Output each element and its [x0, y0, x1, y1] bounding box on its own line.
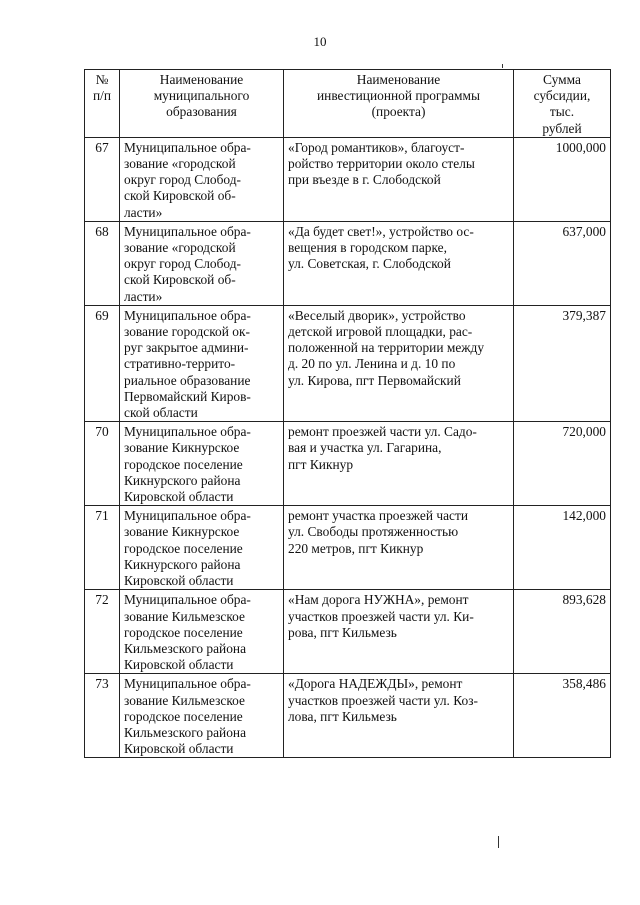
table-row [85, 674, 611, 758]
table-row [85, 422, 611, 506]
header-amount [514, 70, 611, 138]
row-program [284, 590, 514, 674]
table-row [85, 137, 611, 221]
row-municipality [120, 422, 284, 506]
row-municipality-text: Муниципальное обра- зование «городской округ город Слобод- ской Кировской об- ласти» [124, 223, 251, 304]
header-amount-text: Сумма субсидии, тыс. рублей [533, 72, 591, 136]
row-number-text: 73 [95, 676, 109, 692]
row-municipality-text: Муниципальное обра- зование «городской округ город Слобод- ской Кировской об- ласти» [124, 139, 251, 220]
row-program-text: «Город романтиков», благоуст- ройство территории около стелы при въезде в г. Слободской [288, 139, 475, 188]
row-program [284, 221, 514, 305]
header-program [284, 70, 514, 138]
row-amount [514, 221, 611, 305]
table-row [85, 506, 611, 590]
row-municipality [120, 305, 284, 421]
row-municipality-text: Муниципальное обра- зование Кикнурское городское поселение Кикнурского района Кировской области [124, 508, 251, 589]
row-municipality [120, 137, 284, 221]
row-amount-text: 379,387 [562, 307, 606, 323]
row-number-text: 69 [95, 307, 109, 323]
row-amount [514, 305, 611, 421]
row-number [85, 422, 120, 506]
row-municipality [120, 590, 284, 674]
row-number [85, 221, 120, 305]
row-municipality-text: Муниципальное обра- зование Кикнурское городское поселение Кикнурского района Кировской области [124, 424, 251, 505]
row-amount [514, 422, 611, 506]
row-number [85, 137, 120, 221]
row-amount [514, 590, 611, 674]
scan-artifact-mark [498, 836, 499, 848]
row-program-text: «Да будет свет!», устройство ос- вещения в городском парке, ул. Советская, г. Слободской [288, 223, 474, 272]
row-amount [514, 506, 611, 590]
row-amount-text: 720,000 [562, 424, 606, 440]
row-program [284, 137, 514, 221]
row-amount-text: 637,000 [562, 223, 606, 239]
row-municipality-text: Муниципальное обра- зование Кильмезское городское поселение Кильмезского района Кировской области [124, 592, 251, 673]
header-municipality-text: Наименование муниципального образования [153, 72, 250, 120]
row-program-text: «Нам дорога НУЖНА», ремонт участков проезжей части ул. Ки- рова, пгт Кильмезь [288, 592, 474, 640]
row-number-text: 72 [95, 592, 109, 608]
row-program [284, 674, 514, 758]
row-number [85, 305, 120, 421]
row-program-text: ремонт проезжей части ул. Садо- вая и участка ул. Гагарина, пгт Кикнур [288, 424, 477, 472]
row-number-text: 68 [95, 223, 109, 239]
row-amount-text: 893,628 [562, 592, 606, 608]
row-municipality [120, 506, 284, 590]
table-header-row [85, 70, 611, 138]
table-row [85, 221, 611, 305]
page-number: 10 [313, 34, 327, 49]
row-number [85, 506, 120, 590]
row-number-text: 71 [95, 508, 109, 524]
row-municipality [120, 221, 284, 305]
row-program-text: «Веселый дворик», устройство детской игровой площадки, рас- положенной на территории между д. 20 по ул. Ленина и д. 10 по ул. Кирова, пгт Первомайский [288, 307, 485, 388]
header-municipality [120, 70, 284, 138]
row-amount-text: 1000,000 [555, 139, 606, 155]
row-municipality-text: Муниципальное обра- зование городской ок- руг закрытое админи- стративно-террито- риальное образование Первомайский Киров- ской области [124, 307, 251, 421]
row-number [85, 590, 120, 674]
row-municipality-text: Муниципальное обра- зование Кильмезское городское поселение Кильмезского района Кировской области [124, 676, 251, 757]
table-row [85, 590, 611, 674]
header-program-text: Наименование инвестиционной программы (проекта) [316, 72, 480, 120]
row-amount-text: 358,486 [562, 676, 606, 692]
row-amount [514, 674, 611, 758]
row-program [284, 305, 514, 421]
row-program [284, 506, 514, 590]
row-number-text: 70 [95, 424, 109, 440]
row-program [284, 422, 514, 506]
row-amount-text: 142,000 [562, 508, 606, 524]
header-number [85, 70, 120, 138]
row-amount [514, 137, 611, 221]
header-number-text: № п/п [92, 72, 112, 104]
subsidy-table [84, 69, 611, 758]
row-municipality [120, 674, 284, 758]
row-number [85, 674, 120, 758]
row-program-text: «Дорога НАДЕЖДЫ», ремонт участков проезжей части ул. Коз- лова, пгт Кильмезь [288, 676, 478, 724]
scan-artifact-mark [502, 64, 503, 68]
row-number-text: 67 [95, 139, 109, 155]
table-row [85, 305, 611, 421]
row-program-text: ремонт участка проезжей части ул. Свободы протяженностью 220 метров, пгт Кикнур [288, 508, 468, 556]
